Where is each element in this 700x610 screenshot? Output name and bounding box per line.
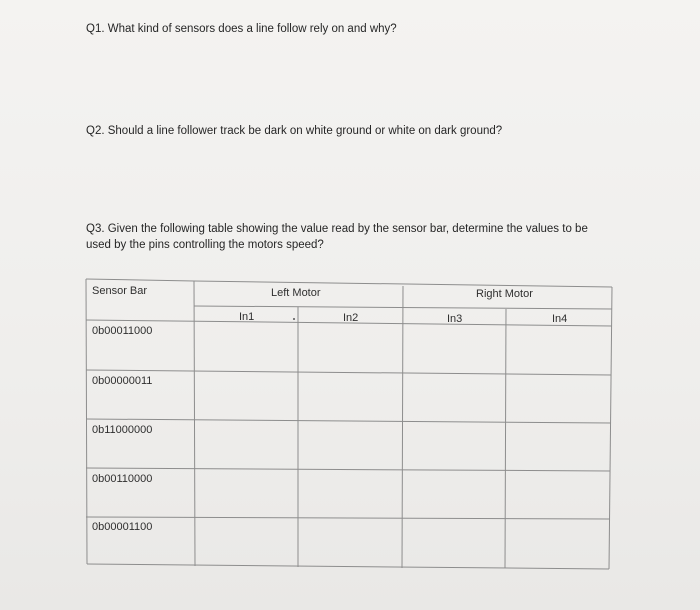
sub-header-in3: In3 <box>447 313 463 325</box>
sub-header-in1: In1 <box>239 311 255 323</box>
question-3: Q3. Given the following table showing the value read by the sensor bar, determine the values to be used by the pins controlling the motors speed? <box>86 223 588 251</box>
question-1: Q1. What kind of sensors does a line follow rely on and why? <box>86 23 397 35</box>
table-row-sensor-value: 0b00011000 <box>92 325 153 337</box>
header-left-motor: Left Motor <box>271 287 321 299</box>
sub-header-in2: In2 <box>343 312 359 324</box>
header-right-motor: Right Motor <box>476 288 533 300</box>
header-sensor-bar: Sensor Bar <box>92 285 148 297</box>
table-row-sensor-value: 0b00110000 <box>92 473 153 485</box>
stray-mark <box>293 318 295 320</box>
sub-header-in4: In4 <box>552 313 568 325</box>
question-2: Q2. Should a line follower track be dark on white ground or white on dark ground? <box>86 125 503 137</box>
table-row-sensor-value: 0b00000011 <box>92 375 153 387</box>
table-row-sensor-value: 0b00001100 <box>92 521 153 533</box>
table-row-sensor-value: 0b11000000 <box>92 424 153 436</box>
